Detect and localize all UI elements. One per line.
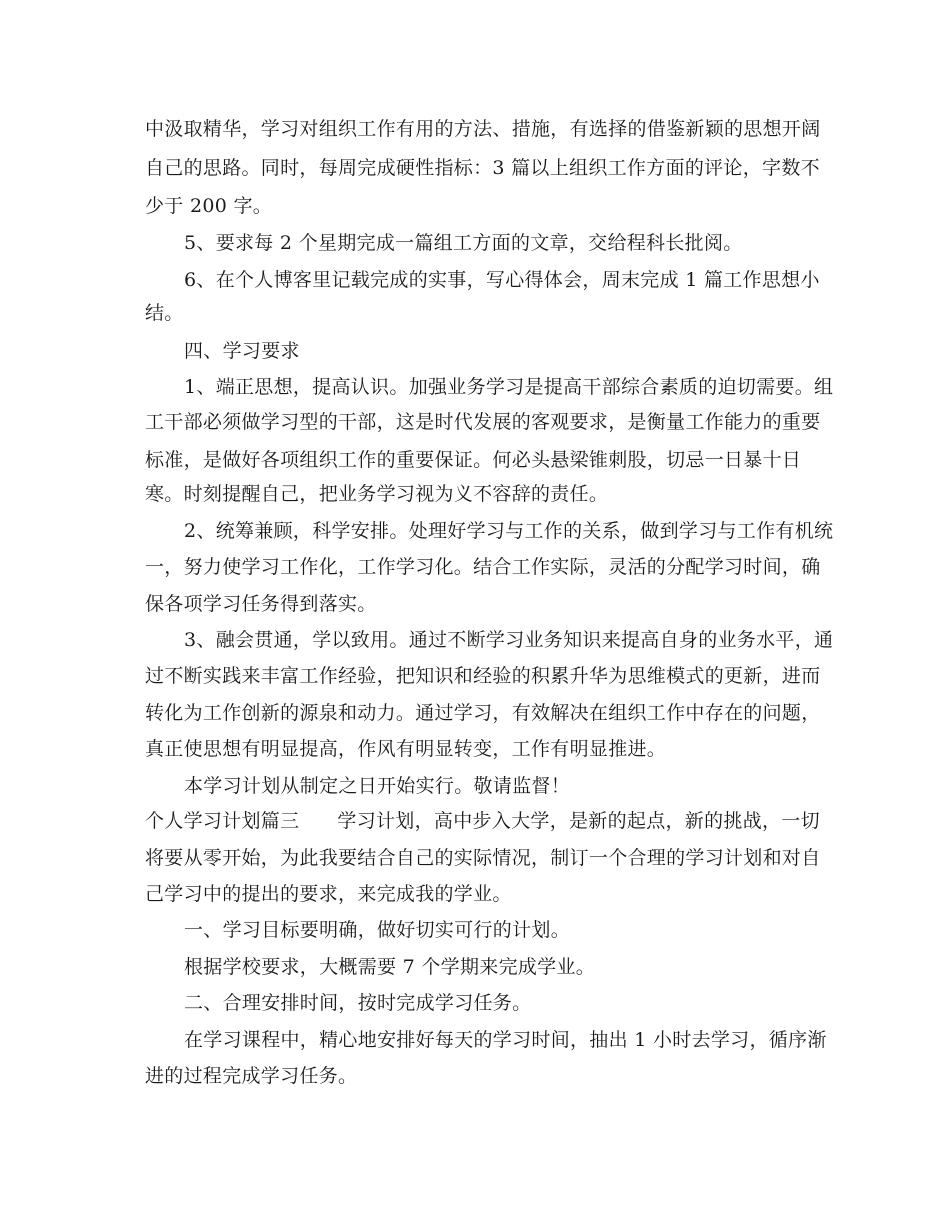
text-line: 过不断实践来丰富工作经验，把知识和经验的积累升华为思维模式的更新，进而 xyxy=(145,665,821,687)
text-line: 根据学校要求，大概需要 7 个学期来完成学业。 xyxy=(184,956,596,978)
text-line: 6、在个人博客里记载完成的实事，写心得体会，周末完成 1 篇工作思想小 xyxy=(184,269,820,291)
text-line: 2、统筹兼顾，科学安排。处理好学习与工作的关系，做到学习与工作有机统 xyxy=(184,520,834,542)
text-line: 5、要求每 2 个星期完成一篇组工方面的文章，交给程科长批阅。 xyxy=(184,232,743,254)
text-line: 在学习课程中，精心地安排好每天的学习时间，抽出 1 小时去学习，循序渐 xyxy=(184,1029,827,1051)
text-line: 3、融会贯通，学以致用。通过不断学习业务知识来提高自身的业务水平，通 xyxy=(184,629,834,651)
text-line: 寒。时刻提醒自己，把业务学习视为义不容辞的责任。 xyxy=(145,483,609,505)
text-line: 少于 200 字。 xyxy=(145,195,273,217)
text-line: 1、端正思想，提高认识。加强业务学习是提高干部综合素质的迫切需要。组 xyxy=(184,376,834,398)
section-heading: 二、合理安排时间，按时完成学习任务。 xyxy=(184,992,532,1014)
section-heading: 四、学习要求 xyxy=(184,340,300,362)
text-line: 学习计划，高中步入大学，是新的起点，新的挑战，一切 xyxy=(337,810,820,832)
text-line: 一，努力使学习工作化，工作学习化。结合工作实际，灵活的分配学习时间，确 xyxy=(145,556,821,578)
text-line: 己学习中的提出的要求，来完成我的学业。 xyxy=(145,883,512,905)
text-line: 真正使思想有明显提高，作风有明显转变，工作有明显推进。 xyxy=(145,738,667,760)
text-line: 自己的思路。同时，每周完成硬性指标：3 篇以上组织工作方面的评论，字数不 xyxy=(145,157,820,179)
article-title: 个人学习计划篇三 xyxy=(145,810,300,832)
text-line: 保各项学习任务得到落实。 xyxy=(145,593,377,615)
text-line: 工干部必须做学习型的干部，这是时代发展的客观要求，是衡量工作能力的重要 xyxy=(145,411,821,433)
text-line: 中汲取精华，学习对组织工作有用的方法、措施，有选择的借鉴新颖的思想开阔 xyxy=(145,118,821,140)
text-line: 转化为工作创新的源泉和动力。通过学习，有效解决在组织工作中存在的问题， xyxy=(145,702,821,724)
article-title-line xyxy=(145,809,820,833)
text-line: 将要从零开始，为此我要结合自己的实际情况，制订一个合理的学习计划和对自 xyxy=(145,847,821,869)
text-line: 进的过程完成学习任务。 xyxy=(145,1065,358,1087)
text-line: 标准，是做好各项组织工作的重要保证。何必头悬梁锥刺股，切忌一日暴十日 xyxy=(145,449,802,471)
text-line: 结。 xyxy=(145,302,184,324)
section-heading: 一、学习目标要明确，做好切实可行的计划。 xyxy=(184,919,571,941)
text-line: 本学习计划从制定之日开始实行。敬请监督！ xyxy=(184,775,571,797)
